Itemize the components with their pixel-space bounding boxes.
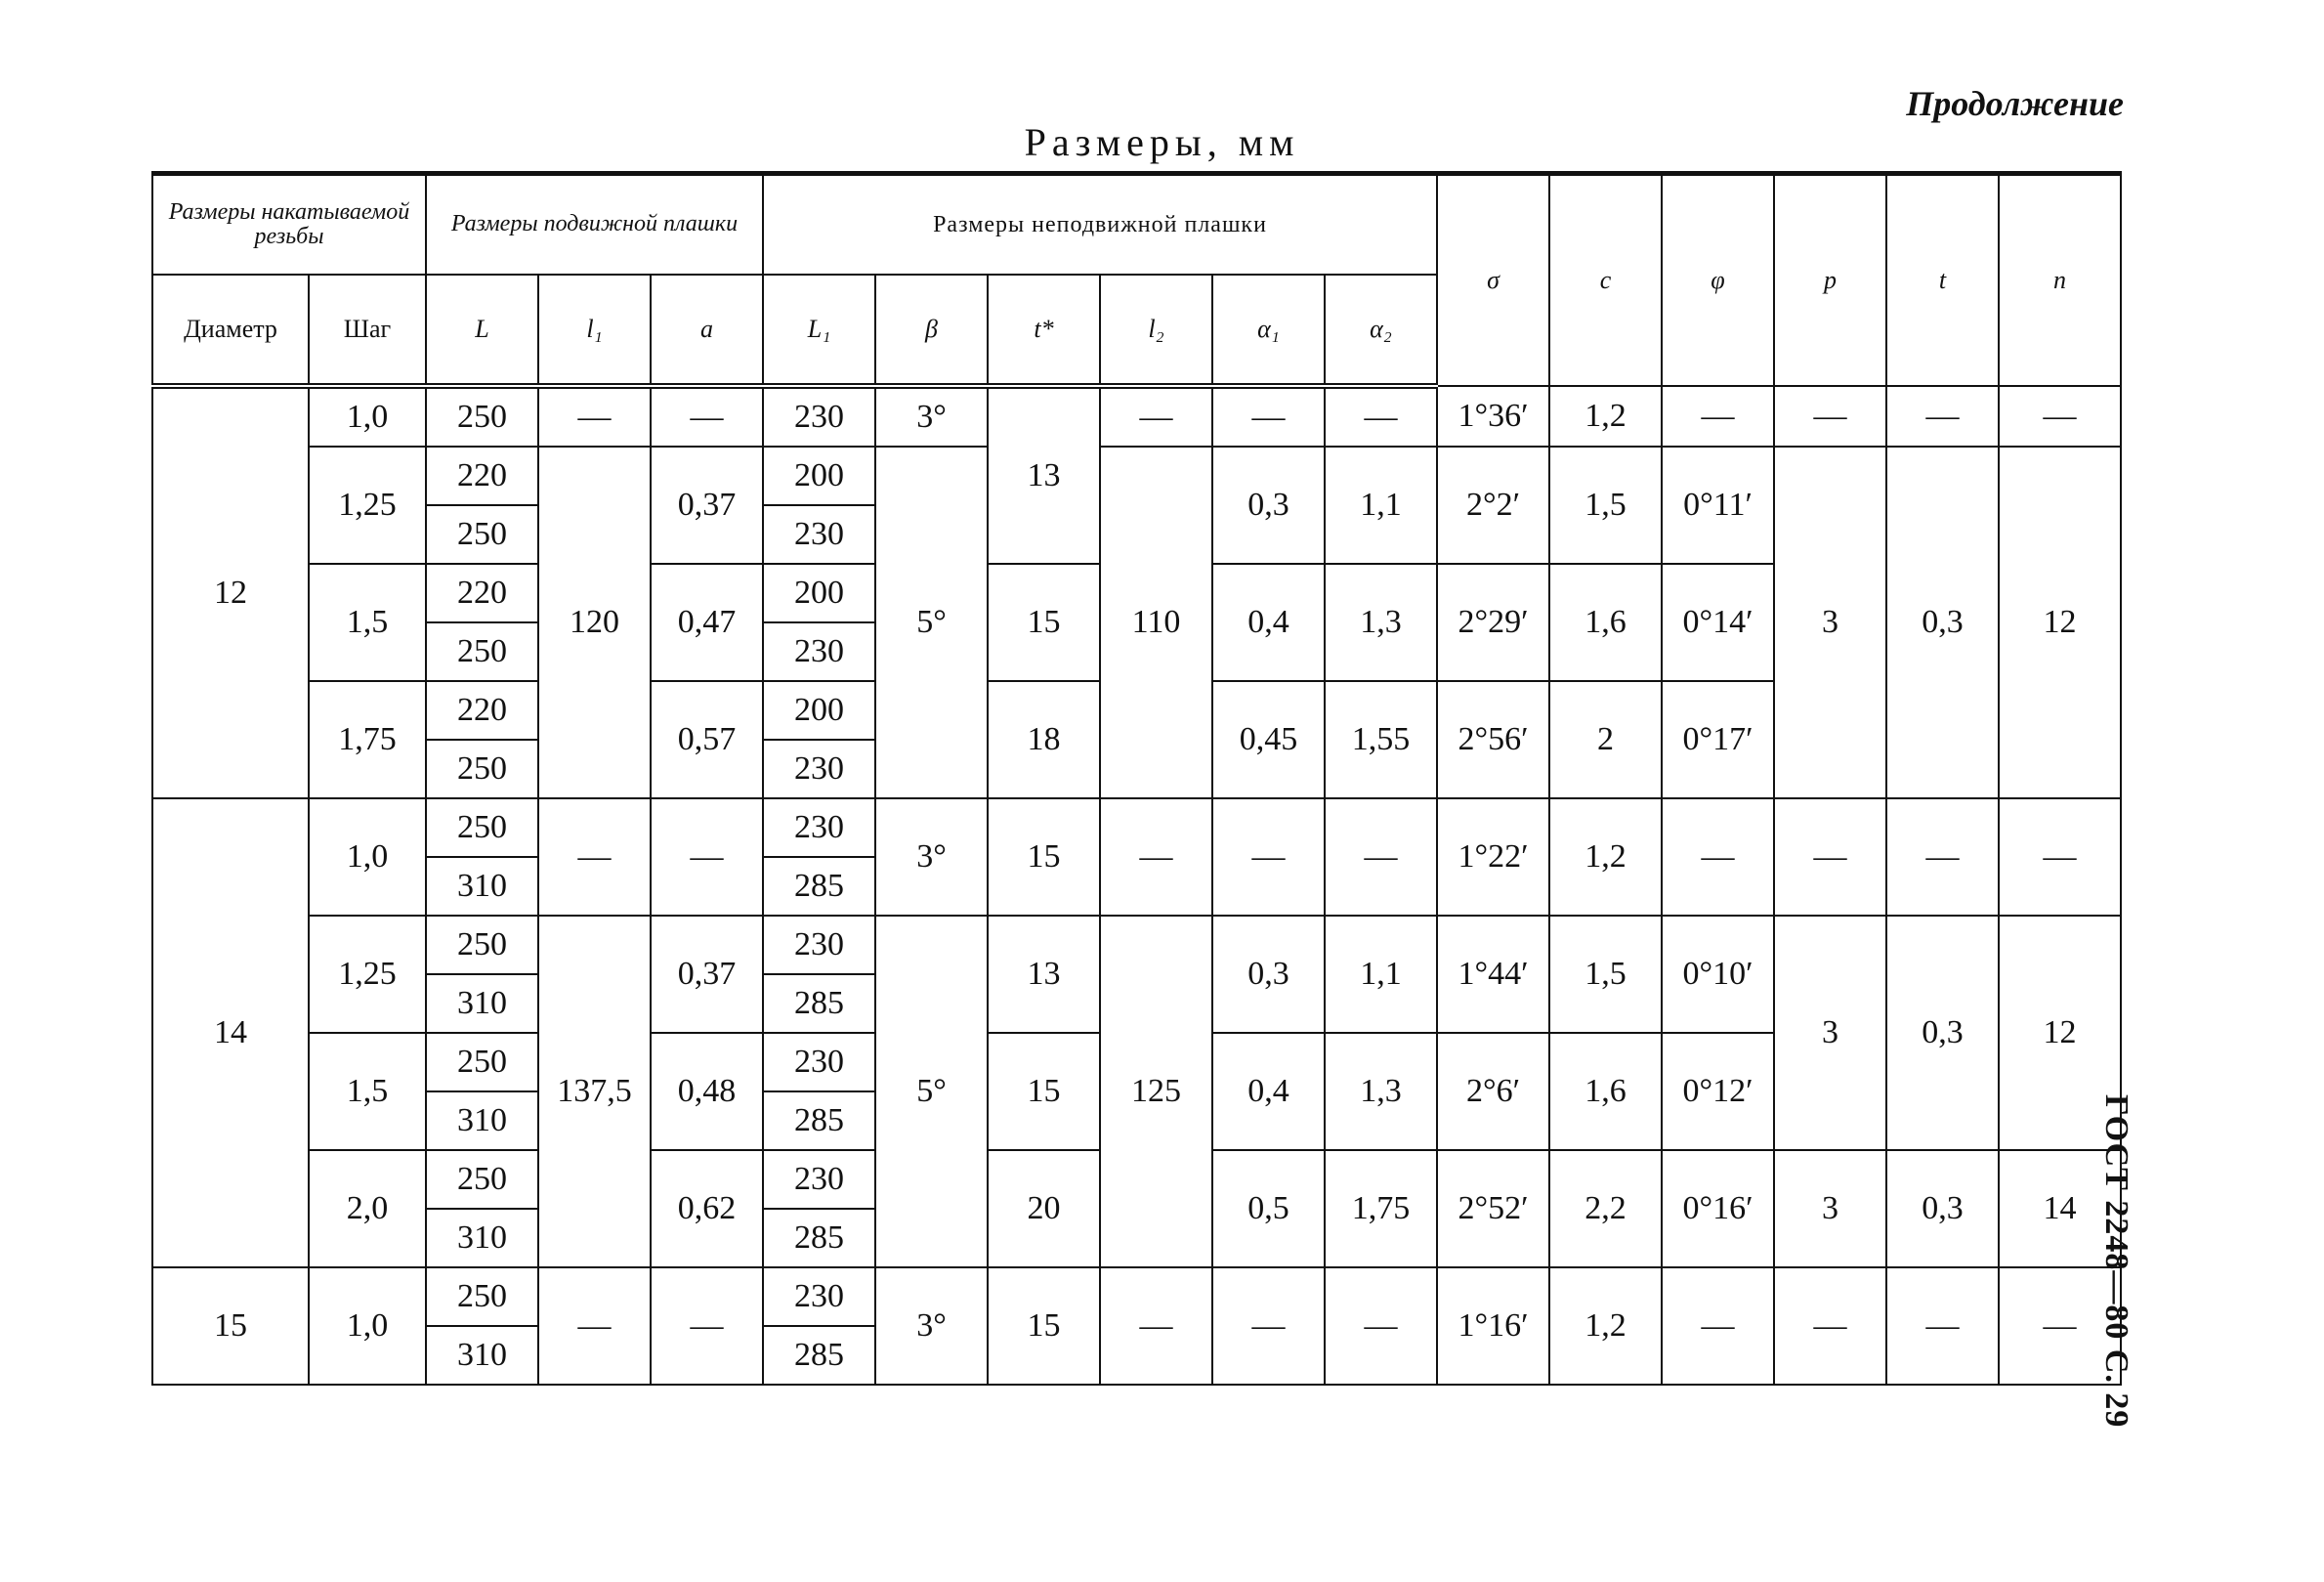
cell-t: — [1886, 1267, 1999, 1385]
cell-L: 220 [426, 564, 538, 622]
cell-p: 3 [1774, 447, 1886, 798]
cell-sigma: 1°36′ [1437, 386, 1549, 447]
cell-c: 1,5 [1549, 916, 1662, 1033]
header-diameter: Диаметр [152, 275, 309, 386]
cell-pitch: 1,0 [309, 386, 426, 447]
cell-sigma: 2°29′ [1437, 564, 1549, 681]
cell-n: — [1999, 386, 2121, 447]
header-phi: φ [1662, 174, 1774, 387]
cell-c: 1,2 [1549, 1267, 1662, 1385]
cell-tstar: 13 [988, 916, 1100, 1033]
cell-l2: — [1100, 386, 1212, 447]
cell-beta: 3° [875, 798, 988, 916]
cell-a: 0,48 [651, 1033, 763, 1150]
cell-tstar: 15 [988, 1033, 1100, 1150]
cell-n: — [1999, 1267, 2121, 1385]
continuation-label: Продолжение [1906, 84, 2124, 123]
cell-alpha2: 1,1 [1325, 447, 1437, 564]
cell-alpha1: 0,3 [1212, 447, 1325, 564]
table-row [152, 916, 2121, 974]
cell-tstar: 18 [988, 681, 1100, 798]
cell-L: 250 [426, 1267, 538, 1326]
cell-L1: 200 [763, 447, 875, 505]
cell-alpha1: — [1212, 798, 1325, 916]
cell-L1: 230 [763, 798, 875, 857]
cell-sigma: 2°52′ [1437, 1150, 1549, 1267]
cell-L1: 285 [763, 1091, 875, 1150]
cell-L: 250 [426, 740, 538, 798]
cell-l1: 137,5 [538, 916, 651, 1267]
cell-alpha1: — [1212, 1267, 1325, 1385]
cell-alpha2: 1,3 [1325, 564, 1437, 681]
cell-L: 220 [426, 681, 538, 740]
cell-l2: 125 [1100, 916, 1212, 1267]
cell-l2: — [1100, 798, 1212, 916]
cell-diameter: 12 [152, 386, 309, 798]
cell-L1: 230 [763, 916, 875, 974]
cell-alpha1: 0,4 [1212, 564, 1325, 681]
cell-alpha2: 1,1 [1325, 916, 1437, 1033]
cell-alpha1: 0,45 [1212, 681, 1325, 798]
cell-phi: — [1662, 386, 1774, 447]
cell-c: 1,2 [1549, 386, 1662, 447]
cell-t: — [1886, 386, 1999, 447]
cell-L: 310 [426, 857, 538, 916]
cell-a: 0,37 [651, 447, 763, 564]
cell-t: 0,3 [1886, 916, 1999, 1150]
cell-alpha2: — [1325, 386, 1437, 447]
cell-alpha1: — [1212, 386, 1325, 447]
cell-a: — [651, 1267, 763, 1385]
cell-sigma: 1°22′ [1437, 798, 1549, 916]
cell-alpha2: 1,3 [1325, 1033, 1437, 1150]
cell-beta: 3° [875, 386, 988, 447]
cell-l1: — [538, 386, 651, 447]
header-l1: l₁ [538, 275, 651, 386]
cell-a: 0,62 [651, 1150, 763, 1267]
cell-pitch: 2,0 [309, 1150, 426, 1267]
cell-a: — [651, 386, 763, 447]
header-sigma: σ [1437, 174, 1549, 387]
header-L1: L₁ [763, 275, 875, 386]
cell-p: — [1774, 386, 1886, 447]
header-thread-group: Размеры накатываемой резьбы [152, 174, 426, 276]
cell-n: 14 [1999, 1150, 2121, 1267]
cell-c: 1,5 [1549, 447, 1662, 564]
cell-L: 250 [426, 916, 538, 974]
header-pitch: Шаг [309, 275, 426, 386]
header-alpha2: α₂ [1325, 275, 1437, 386]
cell-phi: — [1662, 1267, 1774, 1385]
cell-p: — [1774, 798, 1886, 916]
cell-t: 0,3 [1886, 1150, 1999, 1267]
cell-alpha1: 0,4 [1212, 1033, 1325, 1150]
cell-sigma: 2°6′ [1437, 1033, 1549, 1150]
cell-L1: 230 [763, 505, 875, 564]
cell-L1: 230 [763, 1033, 875, 1091]
cell-tstar: 13 [988, 386, 1100, 564]
header-c: c [1549, 174, 1662, 387]
cell-t: 0,3 [1886, 447, 1999, 798]
cell-L1: 230 [763, 622, 875, 681]
cell-L: 250 [426, 1150, 538, 1209]
cell-phi: 0°12′ [1662, 1033, 1774, 1150]
cell-pitch: 1,25 [309, 916, 426, 1033]
cell-pitch: 1,5 [309, 1033, 426, 1150]
cell-alpha2: 1,75 [1325, 1150, 1437, 1267]
cell-n: — [1999, 798, 2121, 916]
cell-L1: 230 [763, 740, 875, 798]
cell-L1: 285 [763, 1326, 875, 1385]
cell-phi: 0°17′ [1662, 681, 1774, 798]
cell-phi: 0°11′ [1662, 447, 1774, 564]
cell-pitch: 1,0 [309, 1267, 426, 1385]
cell-L: 220 [426, 447, 538, 505]
cell-phi: — [1662, 798, 1774, 916]
cell-phi: 0°16′ [1662, 1150, 1774, 1267]
cell-a: — [651, 798, 763, 916]
standard-page-label: ГОСТ 2248—80 С. 29 [2098, 1094, 2134, 1429]
cell-pitch: 1,25 [309, 447, 426, 564]
cell-a: 0,47 [651, 564, 763, 681]
header-t: t [1886, 174, 1999, 387]
cell-p: 3 [1774, 916, 1886, 1150]
cell-tstar: 15 [988, 798, 1100, 916]
header-n: n [1999, 174, 2121, 387]
cell-L1: 230 [763, 1150, 875, 1209]
table-row [152, 447, 2121, 505]
header-beta: β [875, 275, 988, 386]
cell-sigma: 2°2′ [1437, 447, 1549, 564]
cell-L: 250 [426, 622, 538, 681]
cell-L: 310 [426, 1326, 538, 1385]
table-title: Размеры, мм [1024, 120, 1300, 164]
cell-alpha1: 0,3 [1212, 916, 1325, 1033]
cell-L: 250 [426, 798, 538, 857]
header-p: p [1774, 174, 1886, 387]
cell-pitch: 1,5 [309, 564, 426, 681]
cell-L: 310 [426, 974, 538, 1033]
cell-diameter: 15 [152, 1267, 309, 1385]
cell-phi: 0°10′ [1662, 916, 1774, 1033]
cell-sigma: 1°16′ [1437, 1267, 1549, 1385]
header-l2: l₂ [1100, 275, 1212, 386]
dimensions-table [151, 171, 2122, 1386]
cell-L: 250 [426, 505, 538, 564]
cell-l2: — [1100, 1267, 1212, 1385]
header-fixed-die-group: Размеры неподвижной плашки [763, 174, 1437, 276]
table-row [152, 798, 2121, 857]
cell-a: 0,37 [651, 916, 763, 1033]
cell-p: — [1774, 1267, 1886, 1385]
cell-L: 250 [426, 386, 538, 447]
cell-n: 12 [1999, 916, 2121, 1150]
cell-alpha2: — [1325, 798, 1437, 916]
header-alpha1: α₁ [1212, 275, 1325, 386]
cell-L1: 285 [763, 857, 875, 916]
cell-n: 12 [1999, 447, 2121, 798]
table-row [152, 386, 2121, 447]
cell-pitch: 1,0 [309, 798, 426, 916]
cell-tstar: 15 [988, 1267, 1100, 1385]
cell-L1: 200 [763, 681, 875, 740]
cell-l2: 110 [1100, 447, 1212, 798]
cell-t: — [1886, 798, 1999, 916]
cell-l1: — [538, 1267, 651, 1385]
header-movable-die-group: Размеры подвижной плашки [426, 174, 763, 276]
cell-beta: 3° [875, 1267, 988, 1385]
header-L: L [426, 275, 538, 386]
cell-L1: 285 [763, 974, 875, 1033]
cell-alpha2: — [1325, 1267, 1437, 1385]
cell-c: 1,6 [1549, 1033, 1662, 1150]
cell-c: 1,2 [1549, 798, 1662, 916]
cell-c: 2,2 [1549, 1150, 1662, 1267]
cell-L1: 230 [763, 386, 875, 447]
cell-alpha1: 0,5 [1212, 1150, 1325, 1267]
cell-L: 310 [426, 1209, 538, 1267]
cell-L1: 230 [763, 1267, 875, 1326]
cell-tstar: 15 [988, 564, 1100, 681]
cell-sigma: 1°44′ [1437, 916, 1549, 1033]
cell-p: 3 [1774, 1150, 1886, 1267]
cell-beta: 5° [875, 447, 988, 798]
cell-alpha2: 1,55 [1325, 681, 1437, 798]
cell-diameter: 14 [152, 798, 309, 1267]
cell-a: 0,57 [651, 681, 763, 798]
header-a: a [651, 275, 763, 386]
cell-L1: 200 [763, 564, 875, 622]
cell-L1: 285 [763, 1209, 875, 1267]
cell-L: 250 [426, 1033, 538, 1091]
cell-pitch: 1,75 [309, 681, 426, 798]
cell-tstar: 20 [988, 1150, 1100, 1267]
cell-L: 310 [426, 1091, 538, 1150]
table-row [152, 1267, 2121, 1326]
cell-c: 1,6 [1549, 564, 1662, 681]
cell-phi: 0°14′ [1662, 564, 1774, 681]
cell-sigma: 2°56′ [1437, 681, 1549, 798]
cell-c: 2 [1549, 681, 1662, 798]
header-tstar: t* [988, 275, 1100, 386]
cell-l1: 120 [538, 447, 651, 798]
cell-l1: — [538, 798, 651, 916]
cell-beta: 5° [875, 916, 988, 1267]
